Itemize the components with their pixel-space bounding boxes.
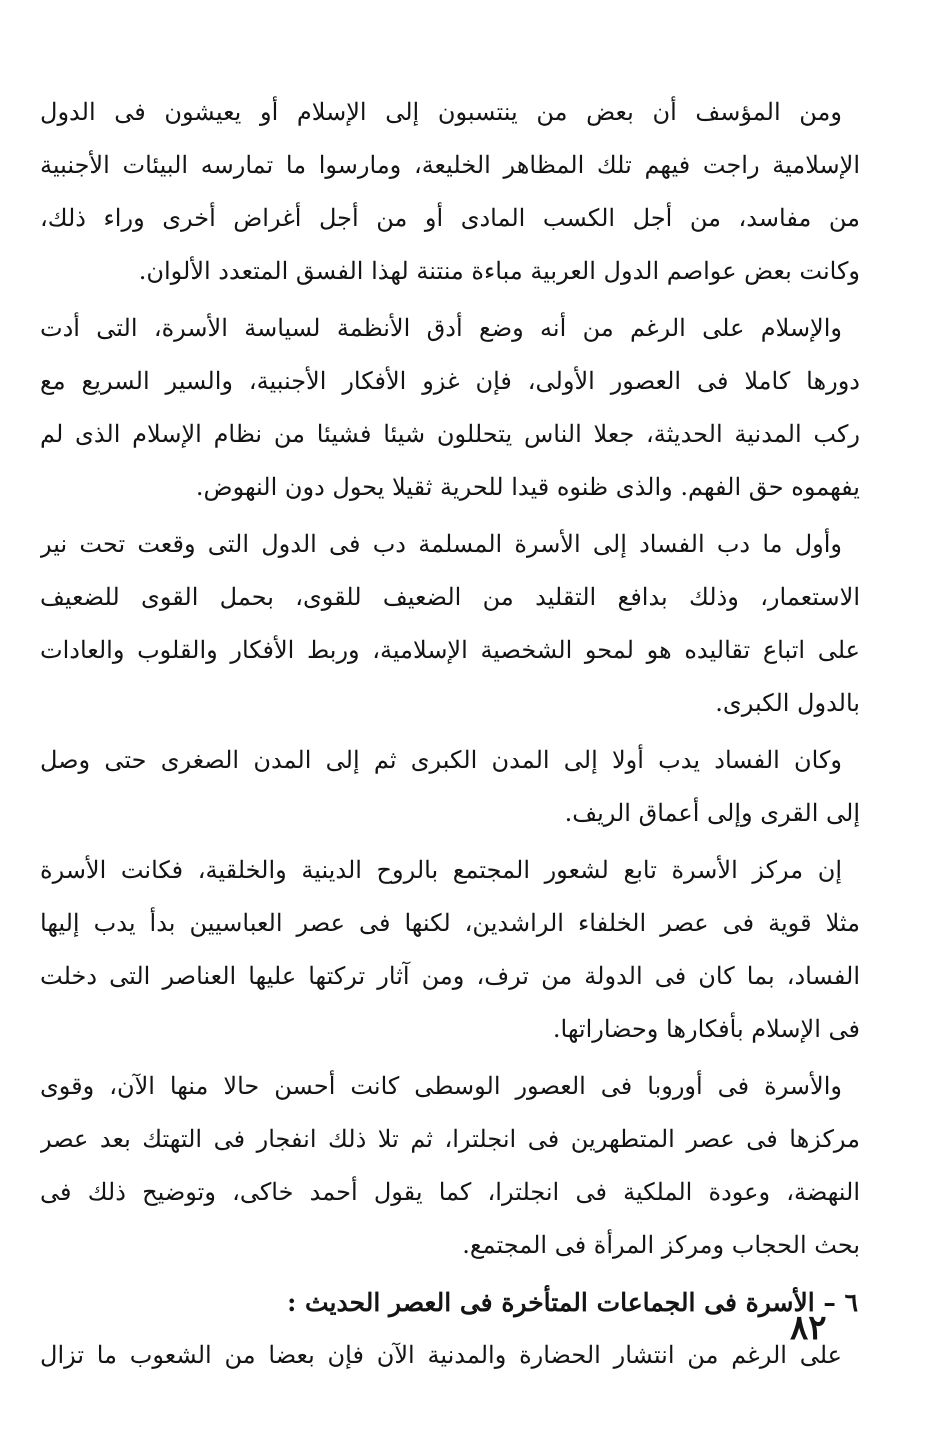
paragraph-5 bbox=[40, 844, 860, 1056]
text-line: دورها كاملا فى العصور الأولى، فإن غزو الأفكار الأجنبية، والسير السريع مع bbox=[40, 367, 860, 395]
paragraph-2 bbox=[40, 302, 860, 514]
text-line: وكان الفساد يدب أولا إلى المدن الكبرى ثم إلى المدن الصغرى حتى وصل bbox=[40, 746, 842, 774]
page-body bbox=[40, 86, 860, 1386]
text-line: إلى القرى وإلى أعماق الريف. bbox=[564, 799, 860, 827]
paragraph-3 bbox=[40, 518, 860, 730]
text-line: يفهموه حق الفهم. والذى ظنوه قيدا للحرية ثقيلا يحول دون النهوض. bbox=[195, 473, 860, 501]
paragraph-4 bbox=[40, 734, 860, 840]
text-line: على الرغم من انتشار الحضارة والمدنية الآن فإن بعضا من الشعوب ما تزال bbox=[40, 1341, 842, 1369]
text-line: من مفاسد، من أجل الكسب المادى أو من أجل أغراض أخرى وراء ذلك، bbox=[40, 204, 860, 232]
text-line: بحث الحجاب ومركز المرأة فى المجتمع. bbox=[462, 1231, 860, 1259]
text-line: فى الإسلام بأفكارها وحضاراتها. bbox=[552, 1015, 860, 1043]
text-line: بالدول الكبرى. bbox=[715, 689, 860, 717]
text-line: وكانت بعض عواصم الدول العربية مباءة منتنة لهذا الفسق المتعدد الألوان. bbox=[138, 257, 860, 285]
text-line: مركزها فى عصر المتطهرين فى انجلترا، ثم تلا ذلك انفجار فى التهتك بعد عصر bbox=[40, 1125, 860, 1153]
text-line: النهضة، وعودة الملكية فى انجلترا، كما يقول أحمد خاكى، وتوضيح ذلك فى bbox=[40, 1178, 860, 1206]
text-line: إن مركز الأسرة تابع لشعور المجتمع بالروح الدينية والخلقية، فكانت الأسرة bbox=[40, 856, 842, 884]
text-line: مثلا قوية فى عصر الخلفاء الراشدين، لكنها فى عصر العباسيين بدأ يدب إليها bbox=[40, 909, 860, 937]
text-line: والأسرة فى أوروبا فى العصور الوسطى كانت أحسن حالا منها الآن، وقوى bbox=[40, 1072, 842, 1100]
paragraph-7 bbox=[40, 1329, 860, 1382]
text-line: وأول ما دب الفساد إلى الأسرة المسلمة دب فى الدول التى وقعت تحت نير bbox=[40, 530, 843, 558]
section-heading: ٦ – الأسرة فى الجماعات المتأخرة فى العصر الحديث : bbox=[287, 1288, 858, 1317]
paragraph-1 bbox=[40, 86, 860, 298]
page-number: ٨٢ bbox=[790, 1308, 827, 1348]
text-line: والإسلام على الرغم من أنه وضع أدق الأنظمة لسياسة الأسرة، التى أدت bbox=[40, 314, 842, 342]
text-line: ركب المدنية الحديثة، جعلا الناس يتحللون شيئا فشيئا من نظام الإسلام الذى لم bbox=[40, 420, 860, 448]
text-line: ومن المؤسف أن بعض من ينتسبون إلى الإسلام أو يعيشون فى الدول bbox=[40, 98, 842, 126]
text-line: على اتباع تقاليده هو لمحو الشخصية الإسلامية، وربط الأفكار والقلوب والعادات bbox=[40, 636, 860, 664]
paragraph-6 bbox=[40, 1060, 860, 1272]
text-line: الاستعمار، وذلك بدافع التقليد من الضعيف للقوى، بحمل القوى للضعيف bbox=[40, 583, 860, 611]
text-line: الإسلامية راجت فيهم تلك المظاهر الخليعة، ومارسوا ما تمارسه البيئات الأجنبية bbox=[40, 151, 860, 179]
text-line: الفساد، بما كان فى الدولة من ترف، ومن آثار تركتها عليها العناصر التى دخلت bbox=[40, 962, 860, 990]
